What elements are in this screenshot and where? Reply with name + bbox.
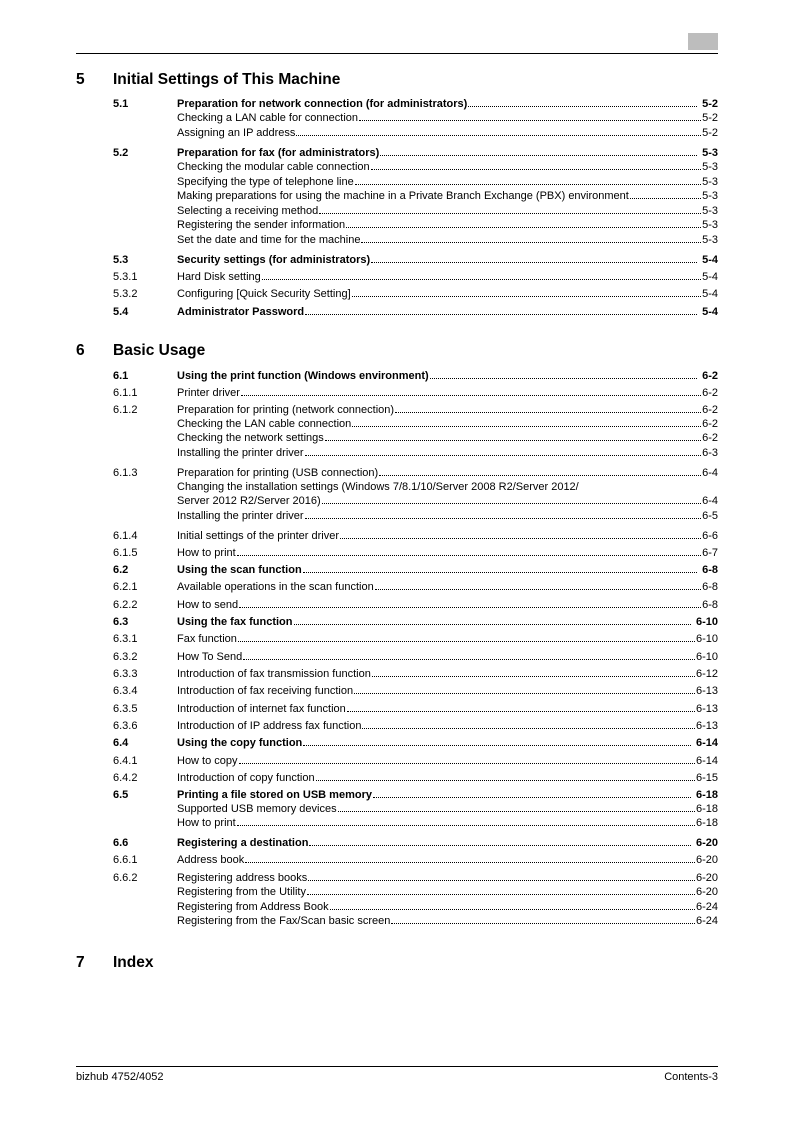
toc-entry-title[interactable]: Selecting a receiving method — [177, 205, 319, 217]
toc-entry-title[interactable]: Registering the sender information — [177, 219, 346, 231]
toc-entry-line — [177, 650, 718, 664]
toc-entry-page[interactable]: 6-2 — [702, 370, 718, 382]
chapter-title[interactable]: Basic Usage — [113, 342, 206, 359]
toc-entry-line — [177, 563, 718, 577]
toc-entry-page[interactable]: 6-8 — [702, 599, 718, 611]
toc-entry-title[interactable]: How To Send — [177, 651, 243, 663]
footer-model: bizhub 4752/4052 — [76, 1071, 164, 1083]
toc-entry-title[interactable]: Address book — [177, 854, 245, 866]
toc-entry-title[interactable]: Introduction of copy function — [177, 772, 315, 784]
toc-entry-title[interactable]: Introduction of fax receiving function — [177, 685, 354, 697]
dot-leader — [340, 538, 701, 539]
toc-entry-title[interactable]: Printer driver — [177, 387, 240, 399]
toc-entry-title[interactable]: Making preparations for using the machine in a Private Branch Exchange (PBX) environment — [177, 190, 629, 202]
toc-entry-line — [177, 598, 718, 612]
dot-leader — [630, 198, 701, 199]
toc-entry-page[interactable]: 5-3 — [702, 205, 718, 217]
footer-rule — [76, 1066, 718, 1067]
toc-entry-page[interactable]: 6-24 — [695, 901, 718, 913]
toc-entry-line — [177, 615, 718, 629]
toc-entry-number: 6.1.2 — [113, 404, 138, 416]
dot-leader — [430, 378, 697, 379]
toc-entry-number: 6.4 — [113, 737, 129, 749]
dot-leader — [319, 213, 701, 214]
toc-entry-title[interactable]: How to print — [177, 547, 236, 559]
toc-entry-page[interactable]: 5-3 — [702, 176, 718, 188]
toc-entry-page[interactable]: 6-14 — [695, 755, 718, 767]
toc-entry-title[interactable]: Hard Disk setting — [177, 271, 261, 283]
toc-entry-number: 5.4 — [113, 306, 129, 318]
toc-entry-line — [177, 253, 718, 267]
toc-entry-line — [177, 270, 718, 284]
toc-entry-page[interactable]: 6-18 — [695, 817, 718, 829]
dot-leader — [379, 475, 701, 476]
toc-entry-line — [177, 111, 718, 125]
toc-entry-line — [177, 853, 718, 867]
toc-entry-title[interactable]: Introduction of IP address fax function — [177, 720, 362, 732]
toc-entry-title[interactable]: Server 2012 R2/Server 2016) — [177, 495, 321, 507]
dot-leader — [355, 184, 701, 185]
toc-entry-line — [177, 754, 718, 768]
dot-leader — [372, 676, 695, 677]
dot-leader — [296, 135, 701, 136]
toc-entry-line — [177, 836, 718, 850]
toc-entry-title[interactable]: Introduction of internet fax function — [177, 703, 346, 715]
dot-leader — [371, 262, 697, 263]
toc-entry-page[interactable]: 5-4 — [702, 271, 718, 283]
dot-leader — [371, 169, 701, 170]
toc-entry-line — [177, 885, 718, 899]
dot-leader — [308, 880, 695, 881]
toc-entry-line — [177, 509, 718, 523]
toc-entry-page[interactable]: 6-2 — [702, 404, 718, 416]
toc-entry-line — [177, 218, 718, 232]
toc-entry-title[interactable]: Changing the installation settings (Windows 7/8.1/10/Server 2008 R2/Server 2012/ — [177, 481, 579, 493]
toc-entry-line — [177, 788, 718, 802]
toc-entry-page[interactable]: 6-20 — [695, 854, 718, 866]
toc-entry-number: 6.1.1 — [113, 387, 138, 399]
dot-leader — [238, 641, 695, 642]
dot-leader — [395, 412, 701, 413]
toc-entry-page[interactable]: 5-2 — [702, 127, 718, 139]
toc-entry-line — [177, 529, 718, 543]
dot-leader — [243, 659, 695, 660]
dot-leader — [359, 120, 701, 121]
toc-entry-line — [177, 667, 718, 681]
toc-entry-page[interactable]: 6-20 — [695, 837, 718, 849]
toc-entry-number: 6.6.1 — [113, 854, 138, 866]
toc-entry-title[interactable]: Preparation for network connection (for administrators) — [177, 98, 468, 110]
dot-leader — [361, 242, 701, 243]
toc-entry-page[interactable]: 6-14 — [695, 737, 718, 749]
toc-entry-page[interactable]: 5-3 — [702, 161, 718, 173]
dot-leader — [305, 455, 702, 456]
toc-entry-line — [177, 233, 718, 247]
toc-entry-number: 6.3.4 — [113, 685, 138, 697]
toc-entry-line — [177, 189, 718, 203]
toc-entry-title[interactable]: Available operations in the scan function — [177, 581, 374, 593]
toc-entry-line — [177, 446, 718, 460]
toc-entry-title[interactable]: Set the date and time for the machine — [177, 234, 361, 246]
dot-leader — [362, 728, 695, 729]
toc-entry-page[interactable]: 6-13 — [695, 720, 718, 732]
dot-leader — [391, 923, 695, 924]
toc-entry-line — [177, 736, 718, 750]
dot-leader — [303, 572, 697, 573]
toc-entry-number: 6.4.1 — [113, 755, 138, 767]
toc-entry-line — [177, 97, 718, 111]
toc-entry-title[interactable]: Registering address books — [177, 872, 308, 884]
toc-entry-title[interactable]: Fax function — [177, 633, 237, 645]
dot-leader — [346, 227, 701, 228]
toc-entry-page[interactable]: 6-7 — [702, 547, 718, 559]
toc-entry-number: 6.3.5 — [113, 703, 138, 715]
toc-entry-number: 6.3.6 — [113, 720, 138, 732]
toc-entry-line — [177, 431, 718, 445]
toc-entry-number: 6.3.3 — [113, 668, 138, 680]
toc-entry-line — [177, 546, 718, 560]
dot-leader — [338, 811, 695, 812]
toc-entry-title[interactable]: Configuring [Quick Security Setting] — [177, 288, 351, 300]
dot-leader — [373, 797, 691, 798]
toc-entry-line — [177, 160, 718, 174]
toc-entry-line — [177, 580, 718, 594]
dot-leader — [380, 155, 697, 156]
toc-entry-page[interactable]: 5-3 — [702, 234, 718, 246]
toc-entry-title[interactable]: Installing the printer driver — [177, 447, 304, 459]
chapter-title[interactable]: Index — [113, 954, 154, 971]
toc-entry-page[interactable]: 6-18 — [695, 789, 718, 801]
toc-entry-page[interactable]: 6-20 — [695, 886, 718, 898]
dot-leader — [322, 503, 701, 504]
toc-entry-line — [177, 305, 718, 319]
toc-entry-number: 6.1.3 — [113, 467, 138, 479]
toc-entry-title[interactable]: Using the fax function — [177, 616, 293, 628]
toc-entry-page[interactable]: 5-3 — [702, 219, 718, 231]
toc-entry-line — [177, 900, 718, 914]
toc-entry-number: 6.6.2 — [113, 872, 138, 884]
toc-entry-line — [177, 146, 718, 160]
toc-entry-title[interactable]: Supported USB memory devices — [177, 803, 337, 815]
toc-entry-number: 6.6 — [113, 837, 129, 849]
toc-entry-title[interactable]: Using the copy function — [177, 737, 303, 749]
dot-leader — [347, 711, 695, 712]
dot-leader — [305, 518, 702, 519]
toc-entry-title[interactable]: Checking the modular cable connection — [177, 161, 370, 173]
toc-entry-page[interactable]: 5-4 — [702, 288, 718, 300]
toc-entry-page[interactable]: 6-20 — [695, 872, 718, 884]
footer-page-number: Contents-3 — [664, 1071, 718, 1083]
toc-entry-number: 6.3.1 — [113, 633, 138, 645]
chapter-title[interactable]: Initial Settings of This Machine — [113, 71, 341, 88]
toc-entry-line — [177, 417, 718, 431]
toc-entry-page[interactable]: 5-4 — [702, 306, 718, 318]
toc-entry-title[interactable]: Administrator Password — [177, 306, 305, 318]
toc-entry-page[interactable]: 5-2 — [702, 98, 718, 110]
toc-entry-number: 5.2 — [113, 147, 129, 159]
toc-entry-title[interactable]: Registering from Address Book — [177, 901, 329, 913]
toc-entry-line — [177, 802, 718, 816]
toc-entry-title[interactable]: Using the scan function — [177, 564, 302, 576]
toc-entry-line — [177, 494, 718, 508]
dot-leader — [237, 825, 695, 826]
toc-entry-number: 6.1.5 — [113, 547, 138, 559]
toc-entry-title[interactable]: Using the print function (Windows environment) — [177, 370, 429, 382]
dot-leader — [294, 624, 691, 625]
toc-entry-title[interactable]: Security settings (for administrators) — [177, 254, 371, 266]
toc-entry-number: 6.2 — [113, 564, 129, 576]
toc-entry-title[interactable]: Assigning an IP address — [177, 127, 296, 139]
toc-entry-title[interactable]: Installing the printer driver — [177, 510, 304, 522]
toc-entry-page[interactable]: 6-13 — [695, 703, 718, 715]
toc-entry-title[interactable]: Preparation for fax (for administrators) — [177, 147, 380, 159]
dot-leader — [352, 296, 701, 297]
dot-leader — [237, 555, 701, 556]
toc-entry-page[interactable]: 6-8 — [702, 581, 718, 593]
toc-entry-page[interactable]: 5-2 — [702, 112, 718, 124]
toc-entry-title[interactable]: How to send — [177, 599, 239, 611]
toc-entry-line — [177, 771, 718, 785]
dot-leader — [354, 693, 695, 694]
dot-leader — [309, 845, 691, 846]
toc-entry-number: 5.3.2 — [113, 288, 138, 300]
toc-entry-title[interactable]: Registering from the Fax/Scan basic screen — [177, 915, 391, 927]
toc-entry-title[interactable]: Initial settings of the printer driver — [177, 530, 340, 542]
dot-leader — [325, 440, 701, 441]
dot-leader — [468, 106, 697, 107]
dot-leader — [316, 780, 695, 781]
toc-entry-page[interactable]: 6-5 — [702, 510, 718, 522]
dot-leader — [245, 862, 695, 863]
toc-entry-line — [177, 175, 718, 189]
toc-entry-title[interactable]: Preparation for printing (network connection) — [177, 404, 395, 416]
chapter-number: 6 — [76, 342, 85, 359]
toc-entry-title[interactable]: Checking the LAN cable connection — [177, 418, 352, 430]
toc-entry-number: 6.3 — [113, 616, 129, 628]
toc-entry-page[interactable]: 5-4 — [702, 254, 718, 266]
toc-entry-number: 6.5 — [113, 789, 129, 801]
toc-entry-page[interactable]: 5-3 — [702, 147, 718, 159]
toc-entry-page[interactable]: 6-2 — [702, 432, 718, 444]
toc-entry-line — [177, 719, 718, 733]
toc-entry-title[interactable]: Checking a LAN cable for connection — [177, 112, 358, 124]
toc-entry-number: 5.1 — [113, 98, 129, 110]
toc-entry-page[interactable]: 6-2 — [702, 418, 718, 430]
toc-entry-number: 6.3.2 — [113, 651, 138, 663]
dot-leader — [303, 745, 691, 746]
dot-leader — [305, 314, 697, 315]
toc-entry-title[interactable]: Introduction of fax transmission function — [177, 668, 371, 680]
toc-entry-title[interactable]: How to print — [177, 817, 236, 829]
toc-entry-page[interactable]: 6-3 — [702, 447, 718, 459]
toc-entry-page[interactable]: 6-24 — [695, 915, 718, 927]
toc-entry-number: 5.3.1 — [113, 271, 138, 283]
toc-entry-line — [177, 403, 718, 417]
toc-entry-page[interactable]: 6-13 — [695, 685, 718, 697]
toc-entry-line — [177, 816, 718, 830]
toc-entry-line — [177, 871, 718, 885]
dot-leader — [307, 894, 695, 895]
toc-entry-title[interactable]: How to copy — [177, 755, 238, 767]
dot-leader — [239, 607, 701, 608]
toc-entry-number: 6.1.4 — [113, 530, 138, 542]
toc-entry-title[interactable]: Registering a destination — [177, 837, 309, 849]
chapter-number: 5 — [76, 71, 85, 88]
toc-entry-page[interactable]: 6-6 — [702, 530, 718, 542]
toc-entry-line — [177, 702, 718, 716]
toc-entry-line — [177, 126, 718, 140]
toc-entry-title[interactable]: Preparation for printing (USB connection) — [177, 467, 379, 479]
toc-entry-page[interactable]: 6-10 — [695, 633, 718, 645]
toc-entry-number: 6.2.2 — [113, 599, 138, 611]
toc-entry-page[interactable]: 6-2 — [702, 387, 718, 399]
toc-entry-line — [177, 386, 718, 400]
toc-entry-line — [177, 466, 718, 480]
toc-entry-number: 6.1 — [113, 370, 129, 382]
toc-entry-line — [177, 632, 718, 646]
dot-leader — [352, 426, 701, 427]
header-rule — [76, 53, 718, 54]
toc-entry-line — [177, 914, 718, 928]
toc-entry-page[interactable]: 6-4 — [702, 495, 718, 507]
chapter-number: 7 — [76, 954, 85, 971]
toc-entry-page[interactable]: 6-8 — [702, 564, 718, 576]
header-tab-marker — [688, 33, 718, 50]
toc-entry-page[interactable]: 6-10 — [695, 616, 718, 628]
toc-entry-line — [177, 287, 718, 301]
dot-leader — [330, 909, 695, 910]
toc-entry-page[interactable]: 6-15 — [695, 772, 718, 784]
toc-entry-title[interactable]: Printing a file stored on USB memory — [177, 789, 372, 801]
dot-leader — [239, 763, 695, 764]
dot-leader — [262, 279, 701, 280]
toc-entry-page[interactable]: 6-4 — [702, 467, 718, 479]
toc-entry-line — [177, 369, 718, 383]
toc-entry-page[interactable]: 5-3 — [702, 190, 718, 202]
toc-entry-number: 6.4.2 — [113, 772, 138, 784]
toc-entry-title[interactable]: Registering from the Utility — [177, 886, 306, 898]
toc-entry-title[interactable]: Checking the network settings — [177, 432, 324, 444]
toc-entry-line — [177, 684, 718, 698]
toc-entry-number: 5.3 — [113, 254, 129, 266]
dot-leader — [241, 395, 701, 396]
toc-entry-page[interactable]: 6-18 — [695, 803, 718, 815]
toc-entry-title[interactable]: Specifying the type of telephone line — [177, 176, 354, 188]
toc-entry-page[interactable]: 6-10 — [695, 651, 718, 663]
toc-entry-page[interactable]: 6-12 — [695, 668, 718, 680]
dot-leader — [375, 589, 701, 590]
toc-entry-number: 6.2.1 — [113, 581, 138, 593]
toc-entry-line — [177, 204, 718, 218]
